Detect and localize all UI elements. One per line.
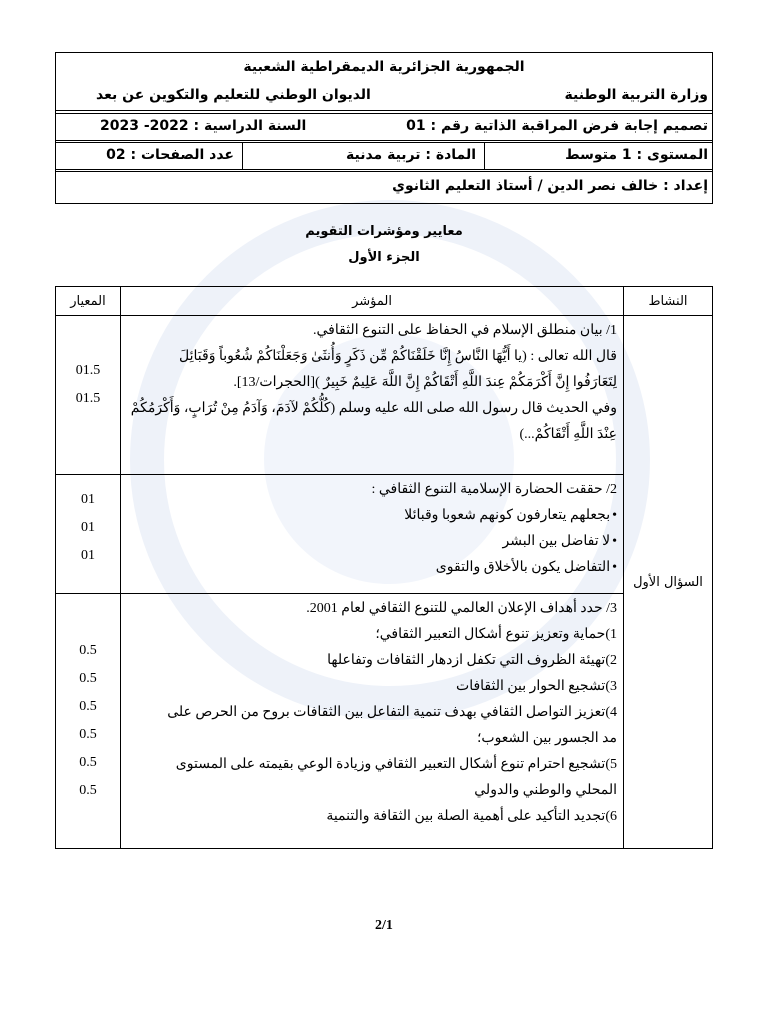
q3-title: 3/ حدد أهداف الإعلان العالمي للتنوع الثقافي لعام 2001.	[306, 601, 617, 616]
table-row-q1	[56, 316, 713, 475]
mark-value: 0.5	[79, 783, 97, 798]
q3-item: 1)حماية وتعزيز تنوع أشكال التعبير الثقافي؛	[375, 627, 617, 642]
mark-value: 0.5	[79, 755, 97, 770]
q3-item: 2)تهيئة الظروف التي تكفل ازدهار الثقافات وتفاعلها	[327, 653, 617, 668]
header-activity: النشاط	[624, 287, 713, 316]
indicator-q2	[121, 475, 624, 594]
header-row-institution	[56, 53, 712, 111]
table-header-row	[56, 287, 713, 316]
q1-title: 1/ بيان منطلق الإسلام في الحفاظ على التنوع الثقافي.	[313, 323, 617, 338]
exam-title: تصميم إجابة فرض المراقبة الذاتية رقم : 01	[406, 118, 708, 134]
school-year: السنة الدراسية : 2022- 2023	[100, 118, 307, 134]
mark-value: 0.5	[79, 699, 97, 714]
header-row-details	[56, 142, 712, 170]
mark-value: 01.5	[75, 391, 101, 406]
header-criterion: المعيار	[56, 287, 121, 316]
pages-field: عدد الصفحات : 02	[106, 147, 234, 163]
mark-value: 0.5	[79, 671, 97, 686]
indicator-q1	[121, 316, 624, 475]
q2-item: • بجعلهم يتعارفون كونهم شعوبا وقبائلا	[127, 503, 617, 529]
q3-item: مد الجسور بين الشعوب؛	[476, 731, 617, 746]
q3-item: 3)تشجيع الحوار بين الثقافات	[456, 679, 617, 694]
part-title: الجزء الأول	[348, 250, 420, 265]
q1-line: قال الله تعالى : (يا أَيُّهَا النَّاسُ إِنَّا خَلَقْنَاكُمْ مِّن ذَكَرٍ وَأُنثَىٰ وَجَعَلْنَاكُمْ شُعُوباً وَقَبَائِلَ	[179, 349, 617, 364]
q3-item: المحلي والوطني والدولي	[474, 783, 617, 798]
mark-value: 0.5	[79, 643, 97, 658]
q3-item: 4)تعزيز التواصل الثقافي بهدف تنمية التفاعل بين الثقافات بروح من الحرص على	[167, 705, 617, 720]
page-number: 2/1	[375, 918, 393, 933]
q2-item: • لا تفاضل بين البشر	[127, 529, 617, 555]
section-title: معايير ومؤشرات التقويم	[305, 224, 463, 239]
level-field: المستوى : 1 متوسط	[484, 143, 712, 169]
header-indicator: المؤشر	[121, 287, 624, 316]
criterion-q2	[56, 475, 121, 594]
q2-title: 2/ حققت الحضارة الإسلامية التنوع الثقافي :	[371, 482, 617, 497]
subject-field: المادة : تربية مدنية	[242, 143, 482, 169]
q2-item: • التفاضل يكون بالأخلاق والتقوى	[127, 555, 617, 581]
q3-item: 6)تجديد التأكيد على أهمية الصلة بين الثقافة والتنمية	[326, 809, 617, 824]
table-row-q2	[56, 475, 713, 594]
q1-line: وفي الحديث قال رسول الله صلى الله عليه وسلم (كُلُّكُمْ لآدَمَ، وَآدَمُ مِنْ تُرَابٍ، وَأَكْرَمُكُمْ	[130, 401, 617, 416]
office-name: الديوان الوطني للتعليم والتكوين عن بعد	[96, 87, 371, 103]
republic-title: الجمهورية الجزائرية الديمقراطية الشعبية	[243, 59, 525, 75]
mark-value: 01	[81, 548, 95, 563]
document-header	[55, 52, 713, 204]
header-row-exam	[56, 113, 712, 141]
mark-value: 01	[81, 520, 95, 535]
criterion-q1	[56, 316, 121, 475]
grading-table	[55, 286, 713, 849]
q3-item: 5)تشجيع احترام تنوع أشكال التعبير الثقافي وزيادة الوعي بقيمته على المستوى	[175, 757, 617, 772]
criterion-q3	[56, 594, 121, 849]
q1-line: عِنْدَ اللَّهِ أَتْقَاكُمْ...)	[519, 427, 617, 442]
mark-value: 01.5	[75, 363, 101, 378]
table-row-q3	[56, 594, 713, 849]
header-row-author	[56, 171, 712, 204]
ministry-name: وزارة التربية الوطنية	[564, 87, 708, 103]
mark-value: 0.5	[79, 727, 97, 742]
author-field: إعداد : خالف نصر الدين / أستاذ التعليم الثانوي	[392, 178, 708, 194]
activity-cell: السؤال الأول	[624, 316, 713, 849]
mark-value: 01	[81, 492, 95, 507]
q1-line: لِتَعَارَفُوا إِنَّ أَكْرَمَكُمْ عِندَ اللَّهِ أَتْقَاكُمْ إِنَّ اللَّهَ عَلِيمٌ خَبِيرٌ )[الحجرات/13].	[233, 375, 617, 390]
indicator-q3	[121, 594, 624, 849]
